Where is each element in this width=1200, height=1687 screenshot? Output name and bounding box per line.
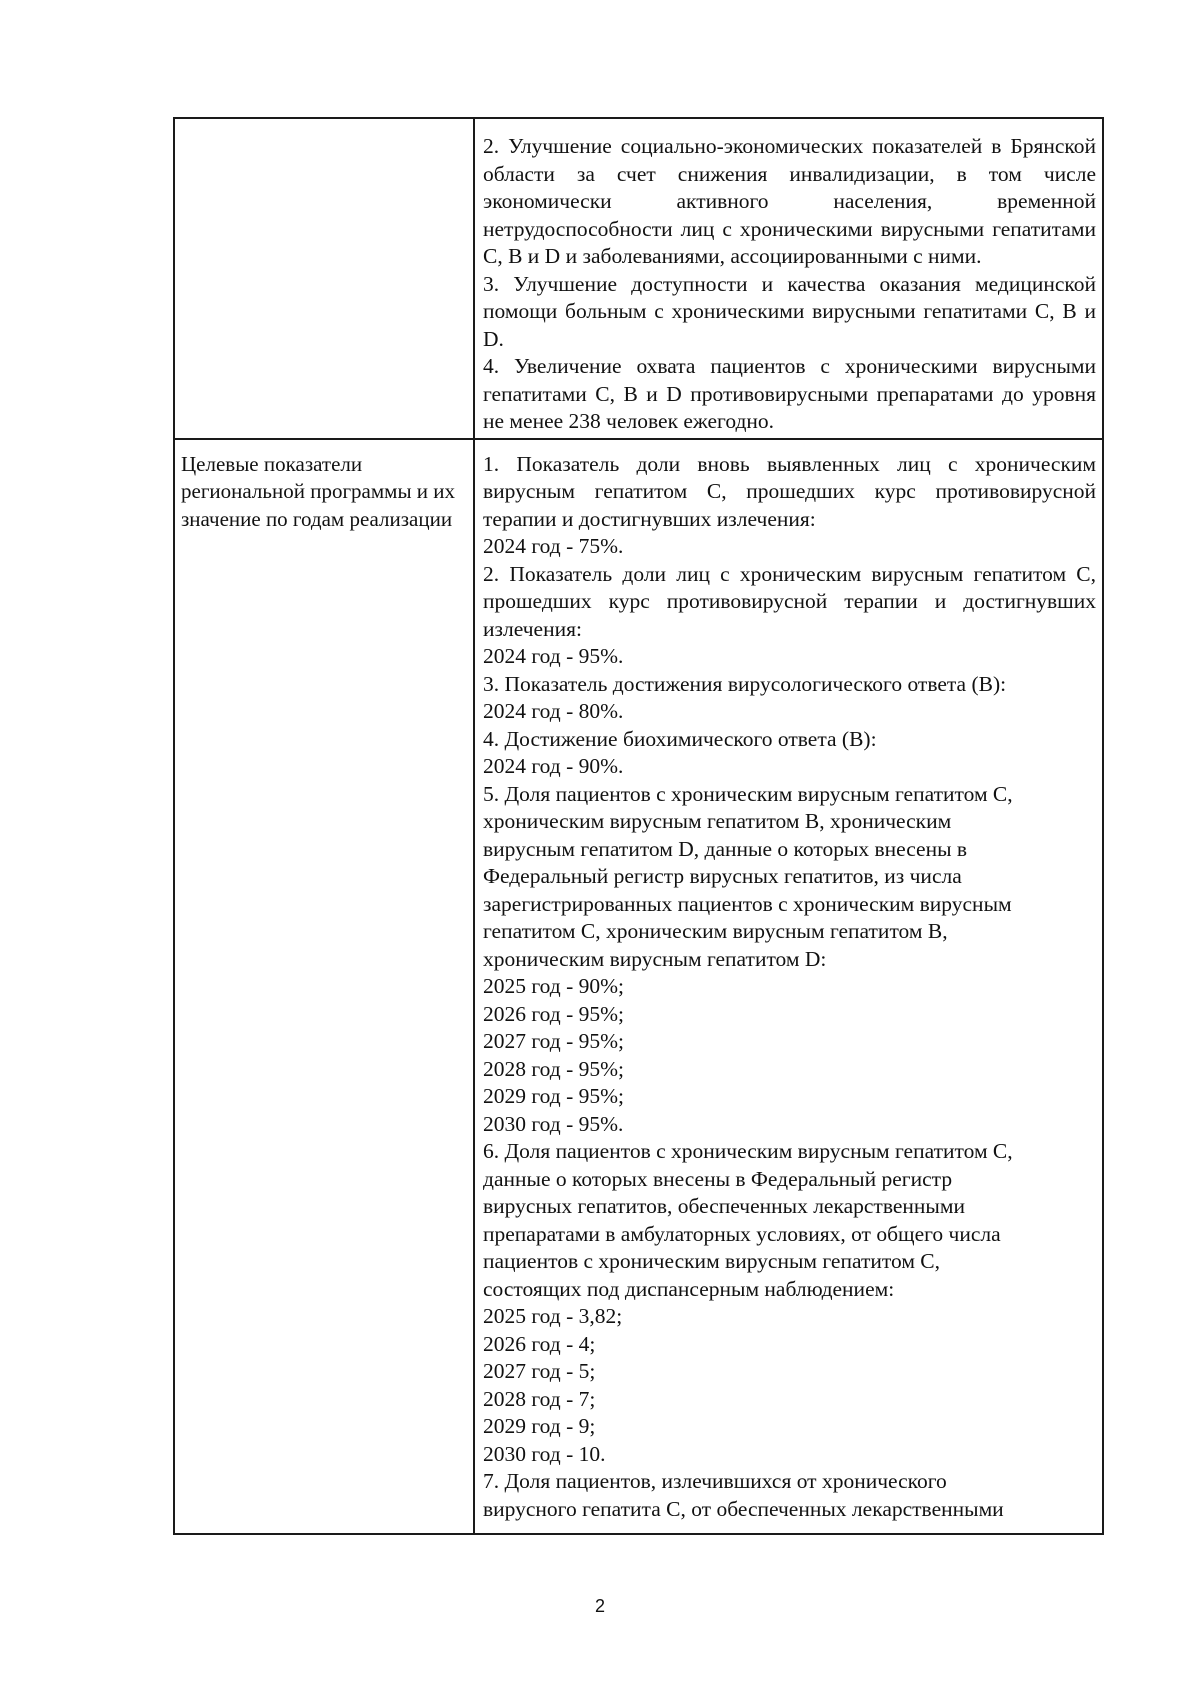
page-number: 2 bbox=[594, 1596, 605, 1616]
indicator-6-line: 6. Доля пациентов с хроническим вирусным гепатитом С, bbox=[483, 1139, 1013, 1163]
indicator-5-line: зарегистрированных пациентов с хроническим вирусным bbox=[483, 891, 1012, 916]
indicator-6-value: 2027 год - 5; bbox=[483, 1359, 596, 1383]
goal-item-4: 4. Увеличение охвата пациентов с хроническими вирусными гепатитами С, В и D противовирусными препаратами до уровня не менее 238 человек ежегодно. bbox=[483, 354, 1096, 433]
indicator-6-line: данные о которых внесены в Федеральный регистр bbox=[483, 1166, 953, 1191]
indicator-6-line: препаратами в амбулаторных условиях, от общего числа bbox=[483, 1221, 1001, 1246]
table-row bbox=[174, 118, 1103, 439]
program-table bbox=[173, 117, 1104, 1535]
indicator-5-line: 5. Доля пациентов с хроническим вирусным гепатитом С, bbox=[483, 781, 1013, 806]
indicator-5-value: 2030 год - 95%. bbox=[483, 1111, 624, 1136]
indicator-5-line: вирусным гепатитом D, данные о которых внесены в bbox=[483, 836, 968, 861]
indicator-6-value: 2025 год - 3,82; bbox=[483, 1304, 623, 1328]
indicator-7-line: вирусного гепатита С, от обеспеченных лекарственными bbox=[483, 1496, 1004, 1521]
indicator-5-line: Федеральный регистр вирусных гепатитов, из числа bbox=[483, 864, 962, 888]
goal-item-2: 2. Улучшение социально-экономических показателей в Брянской области за счет снижения инвалидизации, в том числе экономически активного населения, временной нетрудоспособности лиц с хроническими вирусными гепатитами С, В и D и заболеваниями, ассоциированными с ними. bbox=[483, 134, 1096, 268]
row2-heading: Целевые показатели региональной программы и их значение по годам реализации bbox=[181, 451, 456, 531]
indicator-4-text: 4. Достижение биохимического ответа (В): bbox=[483, 726, 877, 751]
row1-right-cell bbox=[474, 118, 1103, 439]
row2-left-cell bbox=[174, 439, 474, 1534]
indicator-6-value: 2026 год - 4; bbox=[483, 1331, 596, 1356]
indicator-3-text: 3. Показатель достижения вирусологического ответа (В): bbox=[483, 671, 1007, 696]
row1-left-cell bbox=[174, 118, 474, 439]
indicator-5-value: 2029 год - 95%; bbox=[483, 1084, 625, 1108]
indicator-5-value: 2025 год - 90%; bbox=[483, 974, 625, 998]
table-row bbox=[174, 439, 1103, 1534]
indicator-6-line: пациентов с хроническим вирусным гепатитом С, bbox=[483, 1249, 941, 1273]
indicator-6-value: 2030 год - 10. bbox=[483, 1441, 606, 1466]
indicator-5-value: 2028 год - 95%; bbox=[483, 1056, 625, 1081]
indicator-1-value: 2024 год - 75%. bbox=[483, 534, 624, 558]
indicator-5-value: 2026 год - 95%; bbox=[483, 1001, 625, 1026]
indicator-5-line: хроническим вирусным гепатитом D: bbox=[483, 946, 827, 971]
indicator-1-text: 1. Показатель доли вновь выявленных лиц с хроническим вирусным гепатитом С, прошедших курс противовирусной терапии и достигнувших излечения: bbox=[483, 451, 1096, 531]
indicator-5-value: 2027 год - 95%; bbox=[483, 1029, 625, 1053]
goal-item-3: 3. Улучшение доступности и качества оказания медицинской помощи больным с хроническими вирусными гепатитами С, В и D. bbox=[483, 271, 1096, 351]
indicator-6-value: 2028 год - 7; bbox=[483, 1386, 596, 1411]
indicator-6-line: вирусных гепатитов, обеспеченных лекарственными bbox=[483, 1194, 965, 1218]
row2-right-cell bbox=[474, 439, 1103, 1534]
indicator-2-value: 2024 год - 95%. bbox=[483, 644, 624, 668]
row1-left-text bbox=[175, 119, 473, 130]
indicator-7-line: 7. Доля пациентов, излечившихся от хронического bbox=[483, 1469, 947, 1493]
indicator-2-text: 2. Показатель доли лиц с хроническим вирусным гепатитом С, прошедших курс противовирусной терапии и достигнувших излечения: bbox=[483, 561, 1096, 641]
indicator-4-value: 2024 год - 90%. bbox=[483, 754, 624, 778]
indicator-3-value: 2024 год - 80%. bbox=[483, 699, 624, 723]
indicator-6-line: состоящих под диспансерным наблюдением: bbox=[483, 1276, 895, 1301]
indicator-6-value: 2029 год - 9; bbox=[483, 1414, 596, 1438]
indicator-5-line: гепатитом С, хроническим вирусным гепатитом В, bbox=[483, 919, 948, 943]
indicator-5-line: хроническим вирусным гепатитом В, хроническим bbox=[483, 809, 952, 833]
